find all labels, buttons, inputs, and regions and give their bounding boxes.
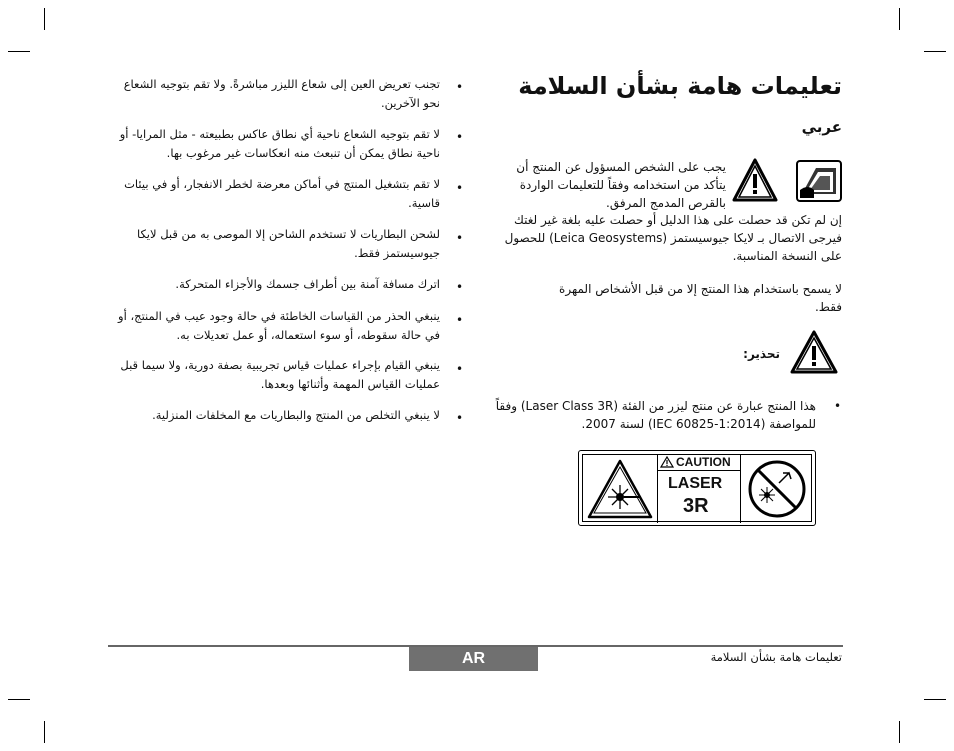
warning-triangle-icon <box>790 330 838 374</box>
bullet-marker: • <box>834 399 842 413</box>
bullet-marker: • <box>456 411 464 425</box>
laser-class-bullet: هذا المنتج عبارة عن منتج ليزر من الفئة (Laser Class 3R) وفقاً للمواصفة (IEC 60825-1:2014) لسنة 2007. <box>495 399 816 431</box>
page-tab: AR <box>409 647 538 671</box>
laser-class-text: 3R <box>683 495 709 517</box>
crop-mark <box>44 8 45 30</box>
bullet-marker: • <box>456 181 464 195</box>
bullet-marker: • <box>456 80 464 94</box>
crop-mark <box>8 699 30 700</box>
list-item: ينبغي الحذر من القياسات الخاطئة في حالة وجود عيب في المنتج، أو في حالة سقوطه، أو سوء استعماله، أو عمل تعديلات به. <box>118 309 440 342</box>
laser-hazard-icon <box>583 455 658 523</box>
crop-mark <box>924 51 946 52</box>
laser-warning-label <box>578 450 816 526</box>
caution-triangle-icon <box>660 456 674 468</box>
bullet-marker: • <box>456 231 464 245</box>
crop-mark <box>899 8 900 30</box>
no-staring-into-beam-icon <box>740 455 813 523</box>
laser-text: LASER <box>668 475 723 492</box>
list-item: تجنب تعريض العين إلى شعاع الليزر مباشرةً. ولا تقم بتوجيه الشعاع نحو الآخرين. <box>123 77 440 110</box>
caution-banner <box>658 455 740 471</box>
page-title: تعليمات هامة بشأن السلامة <box>518 72 842 100</box>
running-title: تعليمات هامة بشأن السلامة <box>710 650 842 664</box>
list-item: لا تقم بتوجيه الشعاع ناحية أي نطاق عاكس بطبيعته - مثل المرايا- أو ناحية نطاق يمكن أن تنبعث منه انعكاسات غير مرغوب بها. <box>119 127 440 160</box>
bullet-marker: • <box>456 280 464 294</box>
warning-label: تحذير: <box>743 347 780 361</box>
contact-paragraph: إن لم تكن قد حصلت على هذا الدليل أو حصلت عليه بلغة غير لغتك فيرجى الاتصال بـ لايكا جيوسيستمز (Leica Geosystems) للحصول على النسخة المناسبة. <box>504 213 842 263</box>
list-item: لشحن البطاريات لا تستخدم الشاحن إلا الموصى به من قبل لايكا جيوسيستمز فقط. <box>136 227 440 260</box>
bullet-marker: • <box>456 313 464 327</box>
list-item: لا ينبغي التخلص من المنتج والبطاريات مع المخلفات المنزلية. <box>152 408 440 422</box>
language-heading: عربي <box>801 118 842 136</box>
list-item: لا تقم بتشغيل المنتج في أماكن معرضة لخطر الانفجار، أو في بيئات قاسية. <box>124 177 440 210</box>
caution-text: CAUTION <box>676 455 731 469</box>
intro-paragraph: يجب على الشخص المسؤول عن المنتج أن يتأكد من استخدامه وفقاً للتعليمات الواردة بالقرص المدمج المرفق. <box>516 160 726 210</box>
crop-mark <box>44 721 45 743</box>
warning-triangle-icon <box>732 158 778 202</box>
read-manual-icon <box>796 160 842 202</box>
list-item: اترك مسافة آمنة بين أطراف جسمك والأجزاء المتحركة. <box>175 277 440 291</box>
crop-mark <box>899 721 900 743</box>
bullet-marker: • <box>456 130 464 144</box>
crop-mark <box>8 51 30 52</box>
crop-mark <box>924 699 946 700</box>
list-item: ينبغي القيام بإجراء عمليات قياس تجريبية بصفة دورية، ولا سيما قبل عمليات القياس المهمة وأثنائها وبعدها. <box>120 358 440 391</box>
restriction-paragraph: لا يسمح باستخدام هذا المنتج إلا من قبل الأشخاص المهرة فقط. <box>559 282 842 314</box>
bullet-marker: • <box>456 362 464 376</box>
